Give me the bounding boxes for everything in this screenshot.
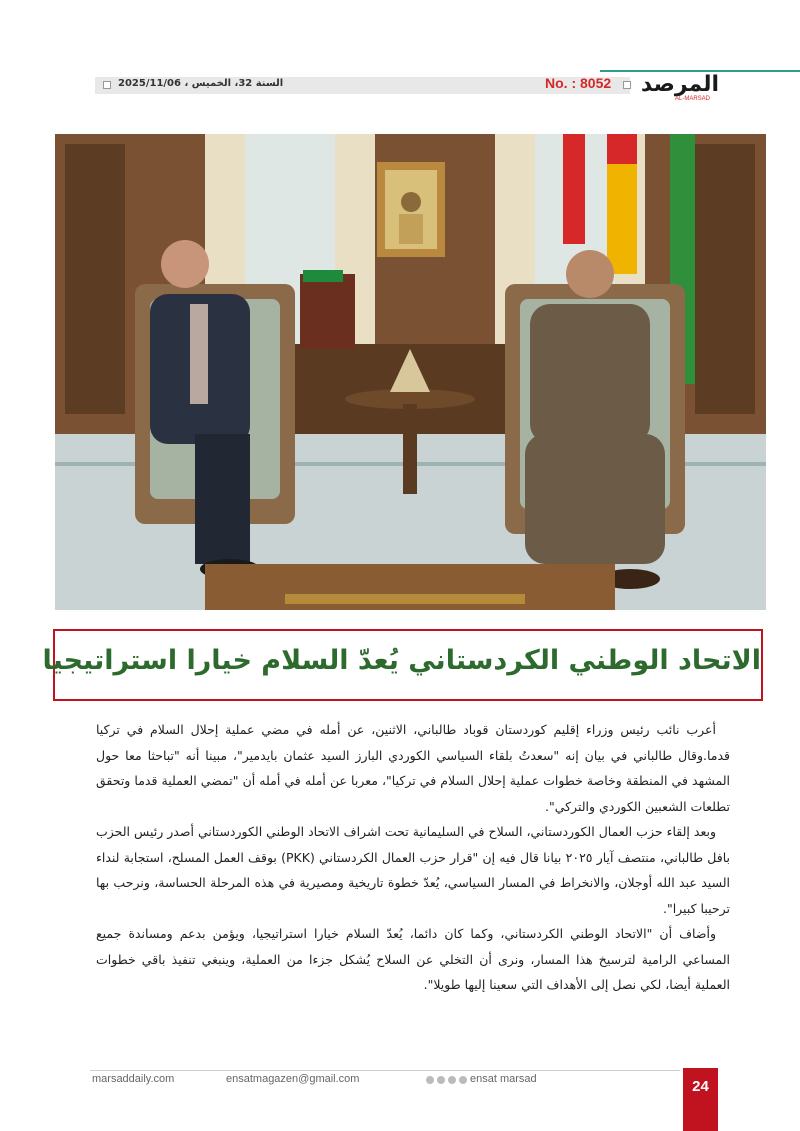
publication-logo-subtitle: AL-MARSAD [674,96,710,102]
header-bullet-icon [103,81,111,89]
social-icons [425,1075,467,1085]
youtube-icon [459,1076,467,1084]
header-bullet-icon [623,81,631,89]
footer-divider [90,1070,680,1071]
issue-date: السنة 32، الخميس ، 2025/11/06 [118,78,284,89]
article-paragraph: أعرب نائب رئيس وزراء إقليم كوردستان قوباد طالباني، الاثنين، عن أمله في مضي عملية إحلال السلام في تركيا قدما.وقال طالباني في بيان إنه "سعدتُ بلقاء السياسي الكوردي البارز السيد عثمان بايدمير"، مبينا أنه "تباحثا معا حول المشهد في المنطقة وخاصة خطوات عملية إحلال السلام في تركيا"، معربا عن أمله في أمله أن "تمضي العملية قدما وتحقق تطلعات الشعبين الكوردي والتركي". [96,722,730,814]
issue-number: No. : 8052 [545,75,612,91]
article-body [96,717,730,998]
article-paragraph: وأضاف أن "الاتحاد الوطني الكردستاني، وكما كان دائما، يُعدّ السلام خيارا استراتيجيا، ويؤمن بدعم ومساندة جميع المساعي الرامية لترسيخ هذا المسار، ونرى أن التخلي عن السلاح يُشكل جزءا من العملية، وينبغي تنفيذ باقي خطوات العملية أيضا، لكي نصل إلى الأهداف التي سعينا إليها طويلا". [96,926,730,992]
instagram-icon [448,1076,456,1084]
footer-email-link[interactable]: ensatmagazen@gmail.com [226,1073,360,1085]
twitter-icon [437,1076,445,1084]
article-paragraph: وبعد إلقاء حزب العمال الكوردستاني، السلاح في السليمانية تحت اشراف الاتحاد الوطني الكوردستاني أصدر رئيس الحزب بافل طالباني، منتصف آيار ٢٠٢٥ بيانا قال فيه إن "قرار حزب العمال الكردستاني (PKK) بوقف العمل المسلح، استجابة لنداء السيد عبد الله أوجلان، والانخراط في المسار السياسي، يُعدّ خطوة تاريخية ومصيرية في هذه المرحلة الحساسة، ونرحب بها ترحيبا كبيرا". [96,824,730,916]
headline-box [42,629,763,701]
page-number: 24 [692,1078,709,1095]
headline: الاتحاد الوطني الكردستاني يُعدّ السلام خيارا استراتيجيا [42,645,761,676]
publication-logo: المرصد [640,72,720,97]
article-photo [55,134,766,610]
facebook-icon [426,1076,434,1084]
footer-brand: ensat marsad [470,1073,537,1085]
footer-website-link[interactable]: marsaddaily.com [92,1073,175,1085]
